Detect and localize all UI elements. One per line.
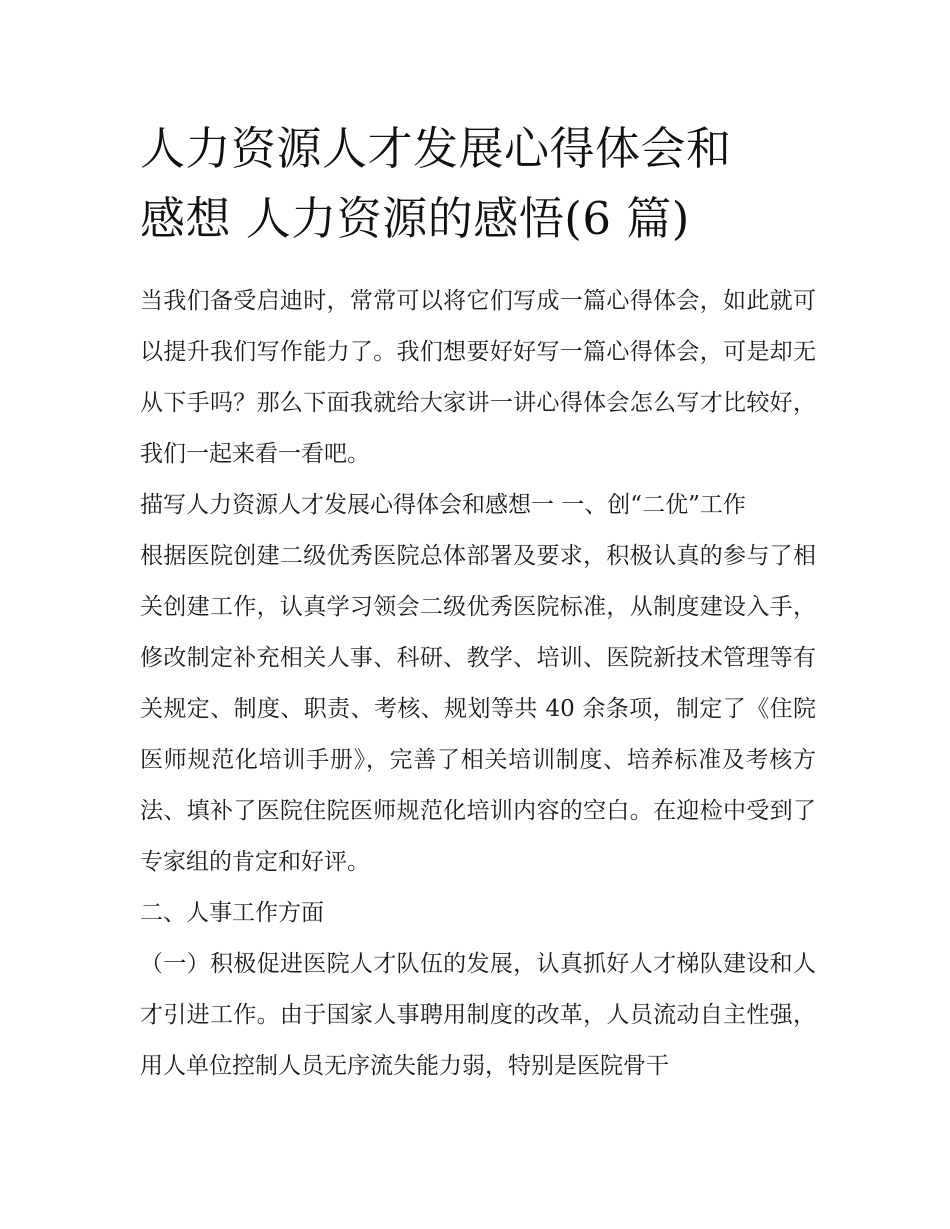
title-line-1: 人力资源人才发展心得体会和 — [140, 122, 732, 175]
body-paragraph: 根据医院创建二级优秀医院总体部署及要求，积极认真的参与了相关创建工作，认真学习领会二级优秀医院标准，从制度建设入手，修改制定补充相关人事、科研、教学、培训、医院新技术管理等有关规定、制度、职责、考核、规划等共 40 余条项，制定了《住院医师规范化培训手册》，完善了相关培训制度、培养标准及考核方法、填补了医院住院医师规范化培训内容的空白。在迎检中受到了专家组的肯定和好评。 — [140, 543, 816, 875]
section-heading-1: 描写人力资源人才发展心得体会和感想一 一、创“二优”工作 — [140, 492, 746, 518]
section-heading-2: 二、人事工作方面 — [140, 900, 324, 926]
body-paragraph: （一）积极促进医院人才队伍的发展，认真抓好人才梯队建设和人才引进工作。由于国家人事聘用制度的改革，人员流动自主性强，用人单位控制人员无序流失能力弱，特别是医院骨干 — [140, 951, 816, 1079]
document-page — [140, 114, 816, 1092]
document-title — [140, 114, 816, 254]
intro-paragraph: 当我们备受启迪时，常常可以将它们写成一篇心得体会，如此就可以提升我们写作能力了。我们想要好好写一篇心得体会，可是却无从下手吗？那么下面我就给大家讲一讲心得体会怎么写才比较好，我们一起来看一看吧。 — [140, 288, 816, 467]
document-body — [140, 276, 816, 1092]
title-line-2: 感想 人力资源的感悟(6 篇) — [140, 192, 690, 245]
